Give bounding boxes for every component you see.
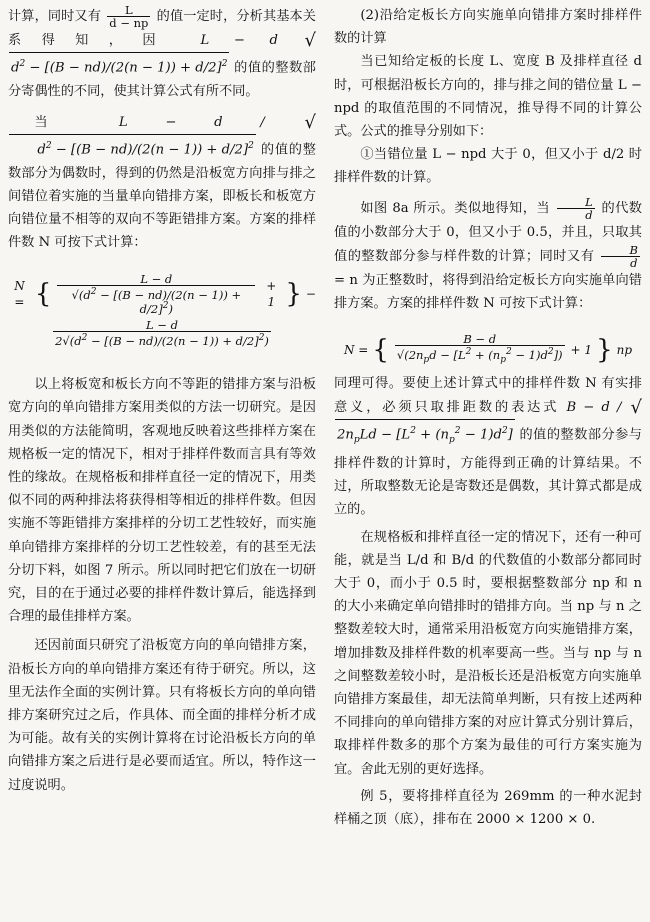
sqrt-expression: $√d^2 - [(B - nd)/(2(n - 1)) + d/2]^2$ [8, 33, 316, 76]
fraction-numerator: L − d [53, 319, 271, 332]
text-run: 计算，同时又有 [8, 9, 101, 24]
right-paragraph-4 [334, 372, 642, 521]
fraction-numerator: L − d [57, 273, 255, 286]
sqrt-expression: $√2n_pLd - [L^2 + (n_p^2 - 1)d^2]$ [334, 400, 642, 443]
fraction-denominator: d − np [109, 16, 149, 30]
formula-plus-one: + 1 [266, 278, 277, 309]
right-paragraph-1: 当已知给定板的长度 L、宽度 B 及排样直径 d 时，可根据沿板长方向的，排与排之间的错位量 L − npd 的取值范围的不同情况，推导得不同的计算公式。公式的推导分别如下： [334, 54, 642, 140]
formula-n-count-2: N = { $\frac{B - d}{√(2n_pd - [L^2 + (n_p^2 - 1)d^2])}$ + 1 } np [343, 332, 633, 366]
formula-lhs: N = [343, 342, 369, 357]
right-paragraph-2: ①当错位量 L − npd 大于 0，但又小于 d/2 时排样件数的计算。 [334, 147, 642, 186]
formula-minus: − [305, 286, 316, 301]
right-column [334, 4, 642, 831]
sqrt-expression: $√d^2 - [(B - nd)/(2(n - 1)) + d/2]^2$ [8, 115, 316, 158]
text-run: 同理可得。要使上述计算式中的排样件数 N 有实排意义，必须只取排距数的表达式 [334, 376, 642, 415]
fraction-denominator: d [585, 207, 593, 222]
section-heading: (2)沿给定板长方向实施单向错排方案时排样件数的计算 [334, 8, 642, 47]
fraction-denominator: $√(d^2 - [(B - nd)/(2(n - 1)) + d/2]^2)$ [71, 286, 242, 317]
text-run: 的代数值的小数部分大于 0，但又小于 0.5，并且，只取其值的整数部分参与样件数的计算；同时又有 [334, 200, 642, 264]
right-paragraph-5: 在规格板和排样直径一定的情况下，还有一种可能，就是当 L/d 和 B/d 的代数值的小数部分都同时大于 0，而小于 0.5 时，要根据整数部分 np 和 n 的大小来确定单向错排时的错排方向。当 np 与 n 之整数差较大时，通常采用沿板宽方向实施错排方案，增加排数及排样件数的机率要高一些。当与 np 与 n 之间整数差较小时，是沿板长还是沿板宽方向实施单向错排方案最佳，却无法简单判断，只有按上述两种不同排向的单向错排方案的对应计算式分别计算后，取排样件数多的那个方案为最佳的可行方案实施为宜。舍此无别的更好选择。 [334, 529, 642, 777]
left-column [8, 4, 316, 797]
formula-tail: np [616, 342, 633, 357]
fraction-denominator: $√(2n_pd - [L^2 + (n_p^2 - 1)d^2])$ [396, 347, 563, 366]
formula-coefficient: 2 [55, 334, 63, 349]
text-run: 的值的整数部分参与排样件数的计算时，方能得到正确的计算结果。不过，所取整数无论是寄数还是偶数，其计算式都是成立的。 [334, 427, 642, 518]
fraction-b-over-d [601, 244, 640, 269]
formula-lhs: N = [14, 278, 25, 309]
text-run: 如图 8a 所示。类似地得知，当 [360, 200, 551, 216]
formula-fraction [57, 273, 255, 316]
text-run: 当 [34, 115, 82, 130]
formula-fraction [395, 333, 565, 366]
text-run: 的值一定时，分析其基本关系得知，因 [8, 9, 316, 48]
left-paragraph-2 [8, 111, 316, 255]
fraction-numerator: L [107, 4, 150, 17]
formula-fraction-2 [53, 319, 271, 347]
fraction-denominator: $2√(d^2 - [(B - nd)/(2(n - 1)) + d/2]^2)$ [55, 333, 269, 349]
fraction-l-over-d [557, 196, 595, 221]
formula-plus-one: + 1 [570, 342, 593, 357]
fraction-l-over-d-np [107, 4, 150, 29]
right-paragraph-6: 例 5，要将排样直径为 269mm 的一种水泥封样桶之顶（底），排布在 2000 × 1200 × 0. [334, 788, 642, 828]
left-paragraph-3: 以上将板宽和板长方向不等距的错排方案与沿板宽方向的单向错排方案用类似的方法一切研究。是因用类似的方法能简明，客观地反映着这些排样方案在规格板一定的情况下，相对于排样件数而言具有等效性的缘故。在规格板和排样直径一定的情况下，用类似不同的两种排法将获得相等相近的排样件数。但因实施不等距错排方案排样的分切工艺性较好，而实施单向错排方案排样的分切工艺性较差，有的甚至无法分切下料，如图 7 所示。所以同时把它们放在一切研究，目的在于通过必要的排样件数计算后，能选择到合理的最佳排样方案。 [8, 377, 316, 625]
math-expression: B − d / [566, 399, 622, 415]
text-run: 的值的整数部分为偶数时，得到的仍然是沿板宽方向排与排之间错位着实施的当量单向错排方案，即板长和板宽方向错位量不相等的双向不等距错排方案。方案的排样件数 N 可按下式计算： [8, 142, 316, 251]
right-paragraph-3 [334, 196, 642, 316]
left-paragraph-4: 还因前面只研究了沿板宽方向的单向错排方案，沿板长方向的单向错排方案还有待于研究。所以，这里无法作全面的实例计算。只有将板长方向的单向错排方案研究过之后，作具体、而全面的排样分析才成为可能。故有关的实例计算将在讨论沿板长方向的单向错排方案之后进行是必要而适宜。所以，特作这一过度说明。 [8, 638, 316, 793]
math-expression: L − d [200, 33, 278, 48]
text-run: = n 为正整数时，将得到沿给定板长方向实施单向错排方案。方案的排样件数 N 可按下式计算： [334, 272, 642, 312]
math-expression: L − d / [118, 115, 265, 130]
fraction-numerator: B − d [395, 333, 565, 346]
text-run: 的值的整数部分寄偶性的不同，使其计算公式有所不同。 [8, 60, 316, 99]
fraction-numerator: B [601, 244, 640, 257]
fraction-denominator: d [630, 255, 638, 270]
formula-n-count-1: N = { $\frac{L - d}{√(d^2 - [(B - nd)/(2(n - 1)) + d/2]^2)}$ + 1 } − $\frac{L - d}{2√(d^2 - [(B - nd)/(2(n - 1)) + d/2]^2)}$ [8, 273, 316, 347]
fraction-numerator: L [557, 196, 595, 209]
left-paragraph-1 [8, 4, 316, 103]
